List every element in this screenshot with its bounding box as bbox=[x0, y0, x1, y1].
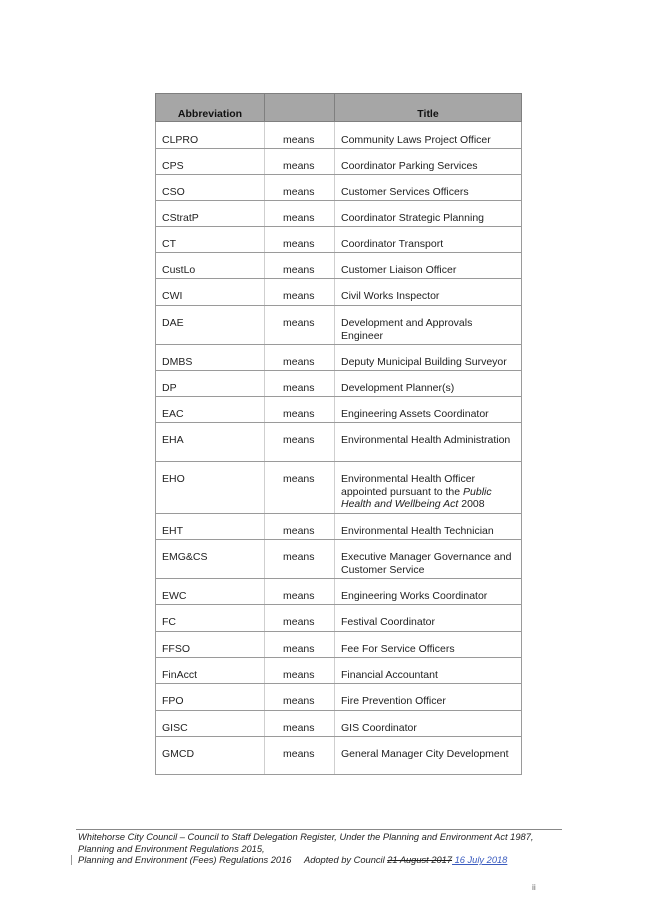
header-abbreviation: Abbreviation bbox=[156, 94, 265, 122]
abbr-cell: GISC bbox=[156, 711, 265, 737]
title-cell: Coordinator Strategic Planning bbox=[335, 201, 522, 227]
means-cell: means bbox=[265, 175, 335, 201]
abbr-cell: FPO bbox=[156, 684, 265, 711]
title-cell: Customer Services Officers bbox=[335, 175, 522, 201]
abbr-cell: CSO bbox=[156, 175, 265, 201]
table-row bbox=[156, 371, 522, 397]
means-cell: means bbox=[265, 540, 335, 579]
inserted-date: 16 July 2018 bbox=[452, 855, 508, 865]
table-row bbox=[156, 632, 522, 658]
abbr-cell: FinAcct bbox=[156, 658, 265, 684]
means-cell: means bbox=[265, 201, 335, 227]
means-cell: means bbox=[265, 737, 335, 775]
table-row bbox=[156, 397, 522, 423]
abbr-cell: EHT bbox=[156, 514, 265, 540]
header-blank bbox=[265, 94, 335, 122]
abbr-cell: EHA bbox=[156, 423, 265, 462]
abbr-cell: CPS bbox=[156, 149, 265, 175]
means-cell: means bbox=[265, 423, 335, 462]
footer-line-1: Whitehorse City Council – Council to Staff Delegation Register, Under the Planning and Environment Act 1987, Planning and Environment Regulations 2015, bbox=[78, 832, 534, 854]
title-cell: Fire Prevention Officer bbox=[335, 684, 522, 711]
abbr-cell: CStratP bbox=[156, 201, 265, 227]
title-cell: GIS Coordinator bbox=[335, 711, 522, 737]
act-name: Public Health and Wellbeing Act bbox=[341, 485, 492, 510]
title-cell: Engineering Works Coordinator bbox=[335, 579, 522, 605]
title-cell: Coordinator Parking Services bbox=[335, 149, 522, 175]
abbr-cell: CLPRO bbox=[156, 122, 265, 149]
table-row bbox=[156, 605, 522, 632]
table-row bbox=[156, 684, 522, 711]
abbr-cell: CWI bbox=[156, 279, 265, 306]
title-cell: Financial Accountant bbox=[335, 658, 522, 684]
table-row bbox=[156, 306, 522, 345]
title-cell: Engineering Assets Coordinator bbox=[335, 397, 522, 423]
title-cell: General Manager City Development bbox=[335, 737, 522, 775]
title-cell: Coordinator Transport bbox=[335, 227, 522, 253]
abbr-cell: EAC bbox=[156, 397, 265, 423]
means-cell: means bbox=[265, 711, 335, 737]
table-row bbox=[156, 711, 522, 737]
table-row bbox=[156, 462, 522, 514]
footer-adoption-text: Planning and Environment (Fees) Regulations 2016 Adopted by Council bbox=[78, 855, 388, 865]
title-cell: Deputy Municipal Building Surveyor bbox=[335, 345, 522, 371]
abbr-cell: FFSO bbox=[156, 632, 265, 658]
title-cell: Civil Works Inspector bbox=[335, 279, 522, 306]
table-row bbox=[156, 737, 522, 775]
means-cell: means bbox=[265, 514, 335, 540]
table-row bbox=[156, 345, 522, 371]
table-row bbox=[156, 122, 522, 149]
page-footer bbox=[78, 832, 564, 867]
abbr-cell: GMCD bbox=[156, 737, 265, 775]
title-cell: Environmental Health Technician bbox=[335, 514, 522, 540]
means-cell: means bbox=[265, 306, 335, 345]
means-cell: means bbox=[265, 462, 335, 514]
table-row bbox=[156, 175, 522, 201]
title-cell: Development Planner(s) bbox=[335, 371, 522, 397]
abbr-cell: EHO bbox=[156, 462, 265, 514]
table-row bbox=[156, 540, 522, 579]
means-cell: means bbox=[265, 227, 335, 253]
header-title: Title bbox=[335, 94, 522, 122]
abbr-cell: EWC bbox=[156, 579, 265, 605]
title-cell: Fee For Service Officers bbox=[335, 632, 522, 658]
change-bar bbox=[71, 855, 72, 865]
abbreviations-table bbox=[155, 93, 522, 775]
means-cell: means bbox=[265, 371, 335, 397]
title-cell: Customer Liaison Officer bbox=[335, 253, 522, 279]
table-row bbox=[156, 514, 522, 540]
abbr-cell: CT bbox=[156, 227, 265, 253]
table-row bbox=[156, 201, 522, 227]
abbr-cell: DMBS bbox=[156, 345, 265, 371]
deleted-date: 21 August 2017 bbox=[387, 855, 453, 865]
abbr-cell: DP bbox=[156, 371, 265, 397]
abbr-cell: CustLo bbox=[156, 253, 265, 279]
title-cell: Development and Approvals Engineer bbox=[335, 306, 522, 345]
title-text: Environmental Health Officer appointed pursuant to the bbox=[341, 473, 476, 498]
footer-line-2 bbox=[78, 855, 564, 867]
means-cell: means bbox=[265, 253, 335, 279]
means-cell: means bbox=[265, 684, 335, 711]
title-cell bbox=[335, 462, 522, 514]
means-cell: means bbox=[265, 658, 335, 684]
table-row bbox=[156, 579, 522, 605]
means-cell: means bbox=[265, 149, 335, 175]
table-row bbox=[156, 253, 522, 279]
table-row bbox=[156, 279, 522, 306]
act-year: 2008 bbox=[458, 498, 485, 510]
title-cell: Festival Coordinator bbox=[335, 605, 522, 632]
footer-divider bbox=[76, 829, 562, 830]
table-header-row bbox=[156, 94, 522, 122]
title-cell: Community Laws Project Officer bbox=[335, 122, 522, 149]
means-cell: means bbox=[265, 279, 335, 306]
abbr-cell: FC bbox=[156, 605, 265, 632]
means-cell: means bbox=[265, 397, 335, 423]
table-row bbox=[156, 149, 522, 175]
means-cell: means bbox=[265, 632, 335, 658]
page-number: ii bbox=[532, 882, 536, 892]
table-row bbox=[156, 423, 522, 462]
means-cell: means bbox=[265, 122, 335, 149]
means-cell: means bbox=[265, 345, 335, 371]
table-row bbox=[156, 227, 522, 253]
abbr-cell: DAE bbox=[156, 306, 265, 345]
abbr-cell: EMG&CS bbox=[156, 540, 265, 579]
means-cell: means bbox=[265, 579, 335, 605]
table-row bbox=[156, 658, 522, 684]
title-cell: Environmental Health Administration bbox=[335, 423, 522, 462]
title-cell: Executive Manager Governance and Customer Service bbox=[335, 540, 522, 579]
means-cell: means bbox=[265, 605, 335, 632]
